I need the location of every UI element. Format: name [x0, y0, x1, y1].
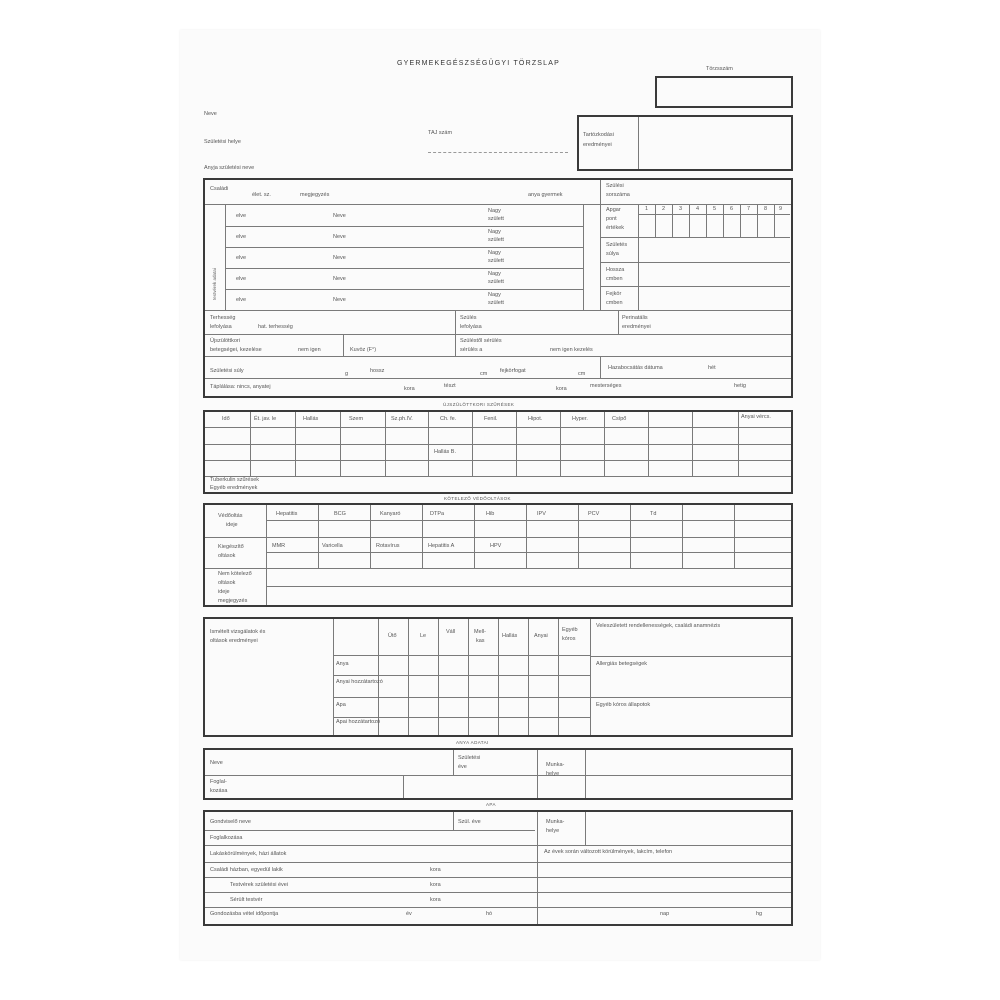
- vaccine-extra-5: HPV: [490, 543, 502, 549]
- head-sub: cmben: [606, 300, 623, 306]
- housing-label: Lakáskörülmények, házi állatok: [210, 851, 287, 857]
- sibling-row-5-prefix: elve: [236, 297, 247, 303]
- screening-col-4: Szem: [349, 416, 364, 422]
- father-section: [203, 810, 793, 926]
- vaccination-row-2-label: Kiegészítő: [218, 544, 244, 550]
- sibling-row-4-status-2: születt: [488, 279, 504, 285]
- guardian-name-label: Gondviselő neve: [210, 819, 251, 825]
- age-3: kora: [430, 897, 441, 903]
- screening-col-6: Ch. fe.: [440, 416, 457, 422]
- taj-label: TAJ szám: [428, 130, 453, 136]
- screening-col-10: Csípő: [612, 416, 627, 422]
- tuberculin-label: Tuberkulin szűrések: [210, 477, 260, 483]
- repeat-exams-label: Ismételt vizsgálatok és: [210, 629, 266, 635]
- sibling-row-1-status: Nagy: [488, 208, 501, 214]
- apgar-num-8: 8: [764, 206, 768, 212]
- vaccine-extra-3: Rotavírus: [376, 543, 400, 549]
- father-work-label-2: helye: [546, 828, 560, 834]
- vaccination-section-title: KÖTELEZŐ VÉDŐOLTÁSOK: [444, 496, 511, 501]
- sibling-row-3-status-2: születt: [488, 258, 504, 264]
- vaccine-extra-1: MMR: [272, 543, 286, 549]
- other-results-label: Egyéb eredmények: [210, 485, 258, 491]
- guardian-birth-label: Szül. éve: [458, 819, 481, 825]
- sibling-row-2-status-2: születt: [488, 237, 504, 243]
- length-row-label: hossz: [370, 368, 385, 374]
- vaccination-row-3-sub: oltások: [218, 580, 236, 586]
- mother-section-title: ANYA ADATAI: [456, 740, 489, 745]
- birth-injury-label: Szüléstől sérülés: [460, 338, 502, 344]
- sibling-row-5-name: Neve: [333, 297, 346, 303]
- feeding-age-2: kora: [556, 386, 567, 392]
- birth-label: Szülési: [606, 183, 624, 189]
- pregnancy-type-label: hat. terhesség: [258, 324, 293, 330]
- siblings-birth-label: Testvérek születési évei: [230, 882, 289, 888]
- history-col-7: Egyéb: [562, 627, 578, 633]
- mother-name-label: Neve: [210, 760, 223, 766]
- residence-label: Tartózkodási: [583, 132, 614, 138]
- history-col-3: Váll: [446, 629, 456, 635]
- apgar-label: Apgar: [606, 207, 621, 213]
- vaccination-row-3-label: Nem kötelező: [218, 571, 252, 577]
- grams-unit: g: [345, 371, 349, 377]
- siblings-side-label: testvérek adatai: [212, 268, 217, 300]
- sibling-row-4-prefix: elve: [236, 276, 247, 282]
- perinatal-label: Perinatális: [622, 315, 648, 321]
- year-unit: év: [406, 911, 412, 917]
- allergy-label: Allergiás betegségek: [596, 661, 648, 667]
- sibling-row-5-status-2: születt: [488, 300, 504, 306]
- apgar-num-1: 1: [645, 206, 649, 212]
- sibling-row-3-status: Nagy: [488, 250, 501, 256]
- history-row-3: Apa: [336, 702, 346, 708]
- apgar-sub-2: értékek: [606, 225, 625, 231]
- mother-child-label: anya gyermek: [528, 192, 563, 198]
- form-title: GYERMEKEGÉSZSÉGÜGYI TÖRZSLAP: [397, 60, 561, 67]
- sibling-row-1-prefix: elve: [236, 213, 247, 219]
- mother-work-label: Munka-: [546, 762, 565, 768]
- feeding-age-1: kora: [404, 386, 415, 392]
- sibling-row-3-name: Neve: [333, 255, 346, 261]
- vaccination-row-3-sub-2: ideje: [218, 589, 230, 595]
- vaccination-row-2-sub: oltások: [218, 553, 236, 559]
- residence-label-2: eredményei: [583, 142, 612, 148]
- injured-sibling-label: Sérült testvér: [230, 897, 263, 903]
- history-col-2: Le: [420, 633, 427, 639]
- newborn-label: Újszülöttkori: [210, 338, 240, 344]
- vaccine-7: PCV: [588, 511, 600, 517]
- father-section-title: APA: [486, 802, 496, 807]
- apgar-num-2: 2: [662, 206, 666, 212]
- mother-work-label-2: helye: [546, 771, 560, 777]
- screening-section-title: ÚJSZÜLÖTTKORI SZŰRÉSEK: [443, 402, 515, 407]
- birth-weight-label: Születés: [606, 242, 628, 248]
- history-row-1: Anya: [336, 661, 349, 667]
- hg-unit: hg: [756, 911, 763, 917]
- registry-label: Törzsszám: [706, 66, 733, 72]
- perinatal-results-label: eredményei: [622, 324, 651, 330]
- history-col-7b: kóros: [562, 636, 576, 642]
- newborn-yes-no[interactable]: nem igen: [298, 347, 321, 353]
- birth-weight-sub: súlya: [606, 251, 619, 257]
- screening-col-2: Ét. jav. le: [254, 416, 277, 422]
- weeks-until: hetig: [734, 383, 746, 389]
- screening-col-13: Anyai vércs.: [741, 414, 771, 420]
- mother-occupation-label-2: kozása: [210, 788, 228, 794]
- pregnancy-course-label: lefolyása: [210, 324, 232, 330]
- vaccine-3: Kanyaró: [380, 511, 401, 517]
- vaccination-row-1-label: Védőoltás: [218, 513, 243, 519]
- father-work-label: Munka-: [546, 819, 565, 825]
- other-conditions-label: Egyéb kóros állapotok: [596, 702, 651, 708]
- delivery-label: Szülés: [460, 315, 477, 321]
- cm-unit-2: cm: [578, 371, 586, 377]
- living-label: Családi házban, egyedül lakik: [210, 867, 283, 873]
- cm-unit: cm: [480, 371, 488, 377]
- vaccine-6: IPV: [537, 511, 546, 517]
- apgar-num-5: 5: [713, 206, 717, 212]
- age-2: kora: [430, 882, 441, 888]
- name-label: Neve: [204, 111, 217, 117]
- sibling-row-2-prefix: elve: [236, 234, 247, 240]
- note-label: megjegyzés: [300, 192, 330, 198]
- birth-injury-yes-no[interactable]: nem igen kezelés: [550, 347, 593, 353]
- month-unit: hó: [486, 911, 493, 917]
- registry-number-field[interactable]: [655, 76, 793, 108]
- apgar-num-6: 6: [730, 206, 734, 212]
- pregnancy-label: Terhesség: [210, 315, 236, 321]
- father-occupation-label: Foglalkozása: [210, 835, 243, 841]
- vaccination-section: [203, 503, 793, 607]
- sibling-row-2-status: Nagy: [488, 229, 501, 235]
- screening-col-5: Sz.ph.IV.: [391, 416, 413, 422]
- mother-birth-label: Születési: [458, 755, 481, 761]
- history-col-4b: kas: [476, 638, 485, 644]
- taj-field[interactable]: [428, 152, 568, 153]
- history-col-5: Hallás: [502, 633, 518, 639]
- sibling-row-2-name: Neve: [333, 234, 346, 240]
- apgar-num-7: 7: [747, 206, 751, 212]
- incubator-label: Kuvöz (F°): [350, 347, 377, 353]
- birth-injury-label-2: sérülés a: [460, 347, 483, 353]
- length-label: Hossza: [606, 267, 625, 273]
- screening-col-3: Hallás: [303, 416, 319, 422]
- head-label: Fejkör: [606, 291, 622, 297]
- delivery-course-label: lefolyása: [460, 324, 482, 330]
- sibling-row-4-status: Nagy: [488, 271, 501, 277]
- screening-col-8: Hipot.: [528, 416, 543, 422]
- screening-section: [203, 410, 793, 494]
- birth-weight-row-label: Születési súly: [210, 368, 244, 374]
- life-number-label: élet. sz.: [252, 192, 271, 198]
- screening-col-9: Hyper.: [572, 416, 588, 422]
- mother-occupation-label: Foglal-: [210, 779, 227, 785]
- sibling-row-5-status: Nagy: [488, 292, 501, 298]
- history-col-4: Mell-: [474, 629, 486, 635]
- discharge-label: Hazabocsátás dátuma: [608, 365, 663, 371]
- care-start-label: Gondozásba vétel időpontja: [210, 911, 279, 917]
- apgar-sub: pont: [606, 216, 617, 222]
- history-row-4: Apai hozzátartozó: [336, 719, 381, 725]
- changes-label: Az évek során változott körülmények, lakcím, telefon: [544, 849, 673, 855]
- sibling-row-1-name: Neve: [333, 213, 346, 219]
- birthplace-label: Születési helye: [204, 139, 241, 145]
- feeding-label: Táplálása: nincs, anyatej: [210, 384, 271, 390]
- order-number-label: sorszáma: [606, 192, 630, 198]
- sibling-row-4-name: Neve: [333, 276, 346, 282]
- screening-col-1: Idő: [222, 416, 230, 422]
- vaccine-2: BCG: [334, 511, 346, 517]
- screening-hearing-row: Hallás B.: [434, 449, 457, 455]
- mother-name-label: Anyja születési neve: [204, 165, 255, 171]
- vaccine-5: Hib: [486, 511, 495, 517]
- vaccination-row-3-sub-3: megjegyzés: [218, 598, 248, 604]
- vaccine-extra-2: Varicella: [322, 543, 343, 549]
- repeat-exams-label-2: oltások eredményei: [210, 638, 258, 644]
- apgar-num-4: 4: [696, 206, 700, 212]
- vaccine-1: Hepatitis: [276, 511, 298, 517]
- week-unit: hét: [708, 365, 716, 371]
- history-col-6: Anyai: [534, 633, 548, 639]
- length-sub: cmben: [606, 276, 623, 282]
- head-circ-label: fejkörfogat: [500, 368, 526, 374]
- mother-section: [203, 748, 793, 800]
- screening-col-7: Fenil.: [484, 416, 498, 422]
- age-1: kora: [430, 867, 441, 873]
- mother-birth-year-label: éve: [458, 764, 467, 770]
- apgar-num-3: 3: [679, 206, 683, 212]
- vaccine-extra-4: Hepatitis A: [428, 543, 455, 549]
- apgar-num-9: 9: [779, 206, 783, 212]
- vaccination-row-1-sub: ideje: [226, 522, 238, 528]
- family-label: Családi: [210, 186, 229, 192]
- artificial-feeding-label: mesterséges: [590, 383, 622, 389]
- history-col-1: Ütő: [388, 633, 397, 639]
- day-unit: nap: [660, 911, 670, 917]
- sibling-row-3-prefix: elve: [236, 255, 247, 261]
- history-row-2: Anyai hozzátartozó: [336, 679, 383, 685]
- congenital-label: Veleszületett rendellenességek, családi anamnézis: [596, 623, 721, 629]
- vaccine-8: Td: [650, 511, 657, 517]
- sibling-row-1-status-2: születt: [488, 216, 504, 222]
- newborn-illness-label: betegségei, kezelése: [210, 347, 262, 353]
- feeding-type: tészt: [444, 383, 456, 389]
- vaccine-4: DTPa: [430, 511, 445, 517]
